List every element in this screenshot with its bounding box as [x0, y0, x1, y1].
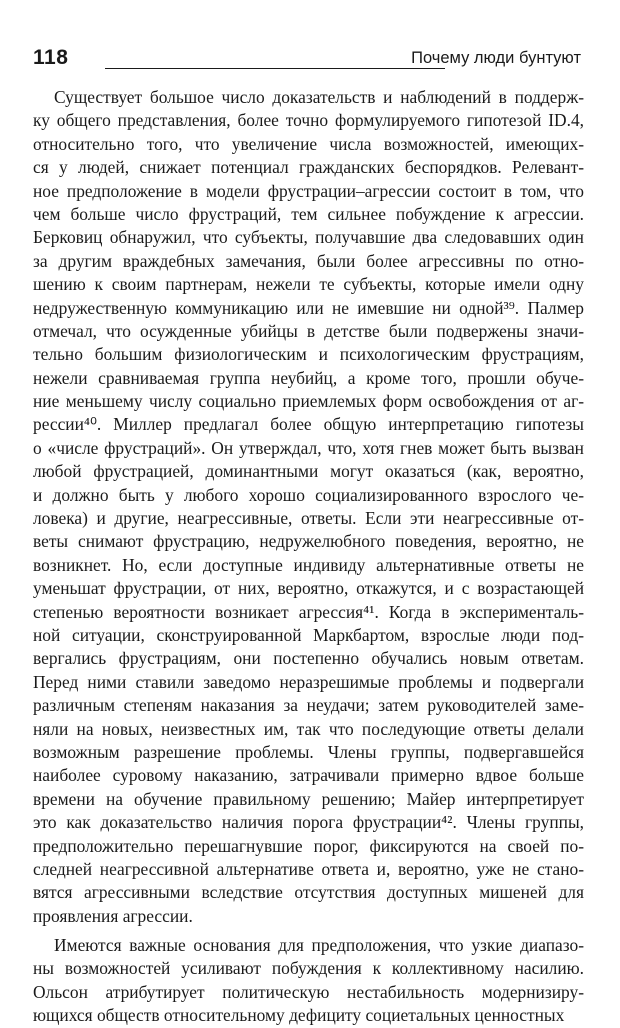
- text-line: чем больше число фрустраций, тем сильнее побуждение к агрессии.: [33, 203, 584, 224]
- text-line: отмечал, что осужденные убийцы в детстве были подвержены значи-: [33, 320, 584, 341]
- text-line: времени на обучение правильному решению; Майер интерпретирует: [33, 788, 584, 809]
- text-line: степенью вероятности возникает агрессия⁴¹. Когда в эксперименталь-: [33, 601, 584, 622]
- text-line: веты снимают фрустрацию, недружелюбного поведения, вероятно, не: [33, 531, 584, 552]
- paragraph: [33, 86, 584, 928]
- text-line: ловека) и другие, неагрессивные, ответы. Если эти неагрессивные от-: [33, 508, 584, 529]
- paragraph: [33, 934, 584, 1028]
- text-line: недружественную коммуникацию или не имевшие ни одной³⁹. Палмер: [33, 297, 584, 318]
- text-line: ной ситуации, сконструированной Маркбартом, взрослые люди под-: [33, 624, 584, 645]
- text-line: различным степеням наказания за неудачи; затем руководителей заме-: [33, 695, 584, 716]
- header-rule: [105, 68, 445, 69]
- text-line: и должно быть у любого хорошо социализированного взрослого че-: [33, 484, 584, 505]
- running-title: Почему люди бунтуют: [411, 49, 581, 67]
- text-line: тельно большим физиологическим и психологическим фрустрациям,: [33, 344, 584, 365]
- text-line: предположительно перешагнувшие порог, фиксируются на своей по-: [33, 835, 584, 856]
- text-line: ное предположение в модели фрустрации–агрессии состоит в том, что: [33, 180, 584, 201]
- text-line: о «числе фрустраций». Он утверждал, что, хотя гнев может быть вызван: [33, 437, 584, 458]
- text-line: уменьшат фрустрации, от них, вероятно, откажутся, и с возрастающей: [33, 578, 584, 599]
- text-line: Берковиц обнаружил, что субъекты, получавшие два следовавших один: [33, 227, 584, 248]
- text-line: наиболее суровому наказанию, затрачивали примерно вдвое больше: [33, 765, 584, 786]
- body-text: [33, 86, 584, 1028]
- page-header: [33, 40, 581, 74]
- text-line: шению к своим партнерам, нежели те субъекты, которые имели одну: [33, 274, 584, 295]
- text-line: ку общего представления, более точно формулируемого гипотезой ID.4,: [33, 110, 584, 131]
- text-line: няли на новых, неизвестных им, так что последующие ответы делали: [33, 718, 584, 739]
- text-line: ние меньшему числу социально приемлемых форм освобождения от аг-: [33, 391, 584, 412]
- text-line: ся у людей, снижает потенциал гражданских беспорядков. Релевант-: [33, 157, 584, 178]
- text-line: вятся агрессивными вследствие отсутствия доступных мишеней для: [33, 882, 584, 903]
- text-line: нежели сравниваемая группа неубийц, а кроме того, прошли обуче-: [33, 367, 584, 388]
- text-line: рессии⁴⁰. Миллер предлагал более общую интерпретацию гипотезы: [33, 414, 584, 435]
- text-line: следней неагрессивной альтернативе ответа и, вероятно, уже не стано-: [33, 858, 584, 879]
- text-line: за другим враждебных замечания, были более агрессивны по отно-: [33, 250, 584, 271]
- text-line: ющихся обществ относительному дефициту социетальных ценностных: [33, 1005, 565, 1026]
- text-line: возможным разрешение проблемы. Члены группы, подвергавшейся: [33, 741, 584, 762]
- text-line: ны возможностей усиливают побуждения к коллективному насилию.: [33, 958, 584, 979]
- text-line: проявления агрессии.: [33, 905, 193, 926]
- text-line: вергались фрустрациям, они постепенно обучались новым ответам.: [33, 648, 584, 669]
- page-number: 118: [33, 46, 69, 69]
- text-line: Существует большое число доказательств и наблюдений в поддерж-: [54, 87, 584, 107]
- text-line: Имеются важные основания для предположения, что узкие диапазо-: [54, 935, 584, 956]
- text-line: относительно того, что увеличение числа возможностей, имеющих-: [33, 133, 584, 154]
- text-line: любой фрустрацией, доминантными могут оказаться (как, вероятно,: [33, 461, 584, 482]
- text-line: Ольсон атрибутирует политическую нестабильность модернизиру-: [33, 981, 584, 1002]
- text-line: это как доказательство наличия порога фрустрации⁴². Члены группы,: [33, 812, 584, 833]
- text-line: Перед ними ставили заведомо неразрешимые проблемы и подвергали: [33, 671, 584, 692]
- text-line: возникнет. Но, если доступные индивиду альтернативные ответы не: [33, 554, 584, 575]
